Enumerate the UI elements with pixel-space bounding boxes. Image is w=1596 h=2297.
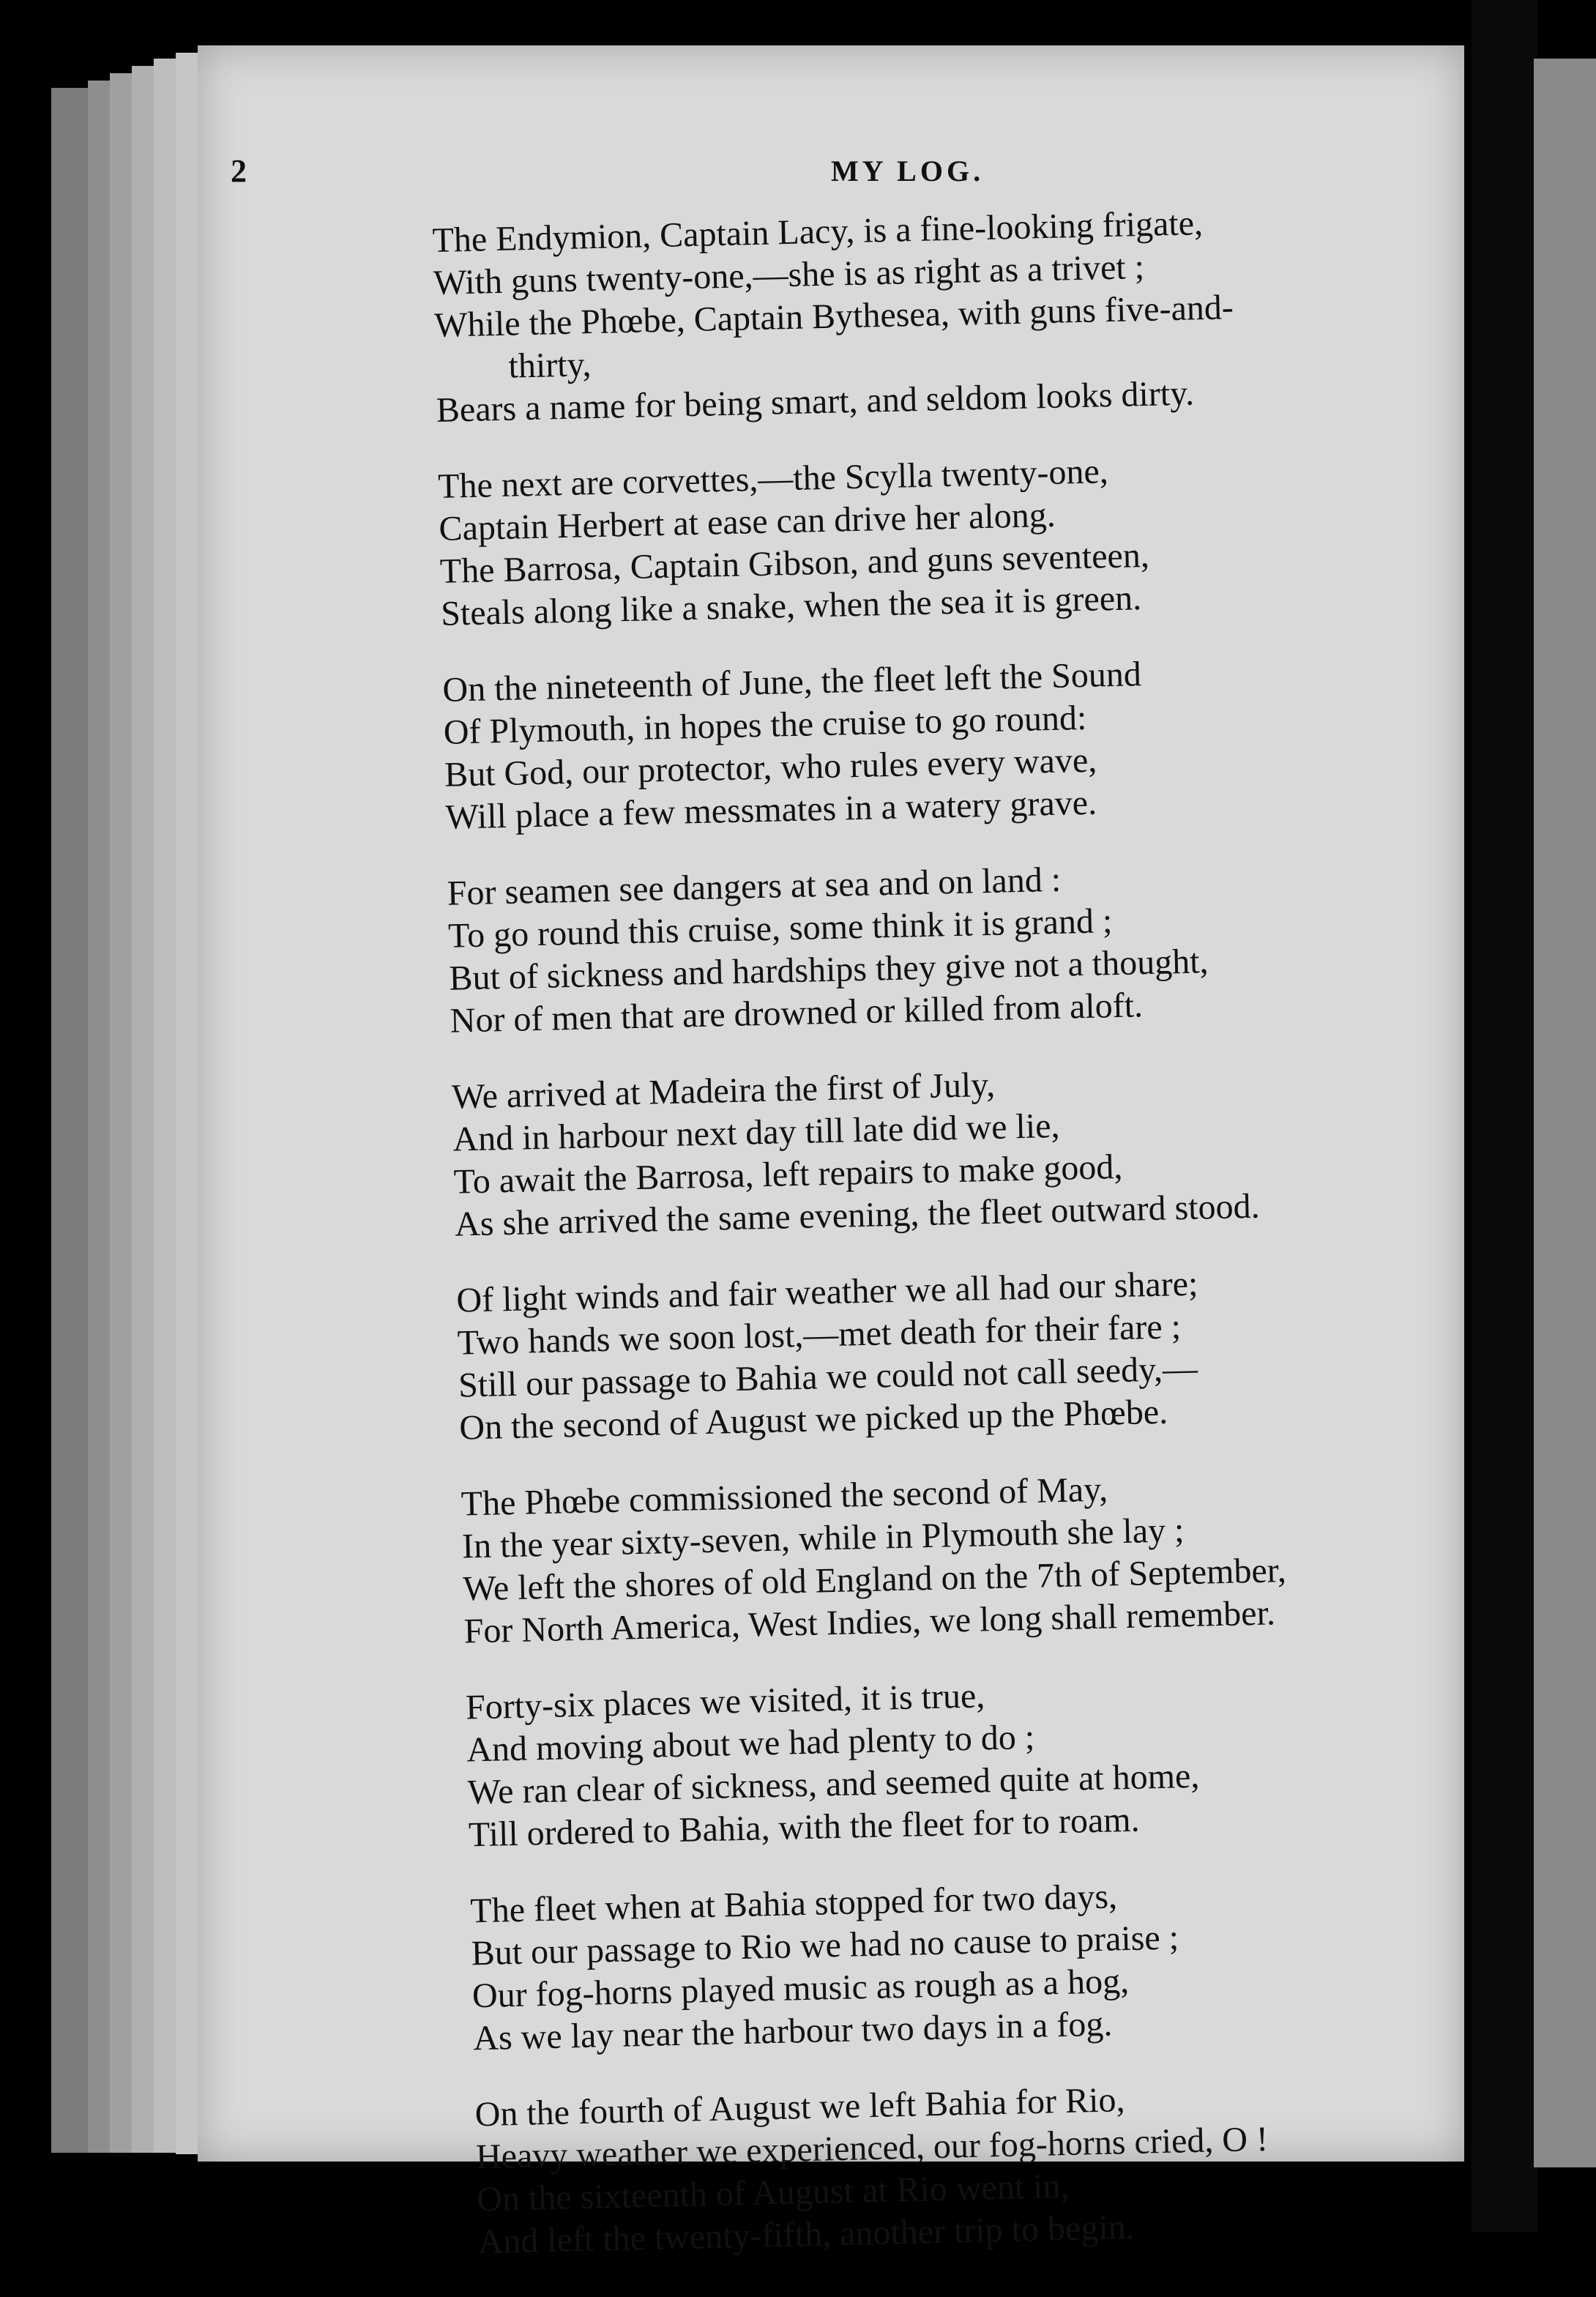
poem-line: On the fourth of August we left Bahia for Rio, xyxy=(474,2080,1125,2134)
poem-line: But our passage to Rio we had no cause to praise ; xyxy=(471,1918,1179,1973)
poem-line: To go round this cruise, some think it is grand ; xyxy=(447,901,1113,956)
stanza xyxy=(460,1460,1489,1653)
poem-line: Of Plymouth, in hopes the cruise to go round: xyxy=(443,698,1087,752)
poem-line: thirty, xyxy=(507,345,592,386)
stanza xyxy=(432,196,1461,432)
poem-line: Nor of men that are drowned or killed from aloft. xyxy=(450,986,1144,1040)
stanza xyxy=(465,1664,1494,1857)
poem-line: With guns twenty-one,—she is as right as a trivet ; xyxy=(433,247,1145,302)
poem-line: We left the shores of old England on the 7th of September, xyxy=(462,1551,1287,1609)
stanza xyxy=(442,646,1471,839)
stanza xyxy=(447,849,1475,1043)
poem-line: Heavy weather we experienced, our fog-horns cried, O ! xyxy=(475,2119,1269,2177)
poem-line: Still our passage to Bahia we could not call seedy,— xyxy=(458,1349,1198,1405)
poem-line: We ran clear of sickness, and seemed quite at home, xyxy=(467,1756,1200,1812)
poem-line: Will place a few messmates in a watery grave. xyxy=(444,783,1097,837)
poem-body xyxy=(432,196,1504,2297)
poem-line: And moving about we had plenty to do ; xyxy=(466,1717,1035,1770)
poem-line: On the second of August we picked up the Phœbe. xyxy=(458,1392,1168,1448)
poem-line: Forty-six places we visited, it is true, xyxy=(465,1676,985,1727)
page-header xyxy=(231,138,1256,196)
stanza xyxy=(474,2071,1503,2264)
poem-line: Of light winds and fair weather we all had our share; xyxy=(455,1264,1198,1320)
poem-line: And in harbour next day till late did we lie, xyxy=(452,1106,1061,1159)
poem-line: The Endymion, Captain Lacy, is a fine-looking frigate, xyxy=(432,204,1204,260)
poem-line: The fleet when at Bahia stopped for two days, xyxy=(469,1877,1118,1931)
poem-line: On the sixteenth of August at Rio went in, xyxy=(476,2166,1070,2219)
poem-line: We arrived at Madeira the first of July, xyxy=(451,1065,996,1117)
poem-line: On the nineteenth of June, the fleet left the Sound xyxy=(441,655,1142,710)
page-number: 2 xyxy=(231,153,247,189)
poem-line: In the year sixty-seven, while in Plymouth she lay ; xyxy=(461,1511,1185,1566)
poem-line: Captain Herbert at ease can drive her along. xyxy=(438,495,1056,548)
poem-line: Steals along like a snake, when the sea it is green. xyxy=(440,578,1142,633)
poem-line: The next are corvettes,—the Scylla twenty-one, xyxy=(437,452,1109,506)
poem-line: Two hands we soon lost,—met death for their fare ; xyxy=(457,1307,1182,1363)
poem-line: But of sickness and hardships they give not a thought, xyxy=(448,942,1209,998)
poem-line: For seamen see dangers at sea and on land : xyxy=(447,860,1062,913)
poem-line: And left the twenty-fifth, another trip to begin. xyxy=(477,2207,1136,2262)
poem-line: But God, our protector, who rules every wave, xyxy=(444,740,1097,794)
stanza xyxy=(470,1867,1499,2060)
poem-line: While the Phœbe, Captain Bythesea, with guns five-and- xyxy=(433,288,1234,345)
poem-line: The Barrosa, Captain Gibson, and guns seventeen, xyxy=(439,535,1150,591)
poem-line: As she arrived the same evening, the fleet outward stood. xyxy=(454,1186,1261,1244)
poem-line: For North America, West Indies, we long shall remember. xyxy=(463,1593,1276,1651)
poem-line: As we lay near the harbour two days in a fog. xyxy=(472,2004,1113,2058)
poem-line: The Phœbe commissioned the second of May, xyxy=(460,1470,1108,1524)
poem-line: Till ordered to Bahia, with the fleet for to roam. xyxy=(468,1800,1141,1855)
poem-line: Our fog-horns played music as rough as a hog, xyxy=(471,1962,1130,2016)
running-head: MY LOG. xyxy=(831,155,985,187)
adjacent-page-edge xyxy=(1534,59,1596,2167)
stanza xyxy=(438,442,1466,636)
stanza xyxy=(452,1053,1480,1246)
stanza xyxy=(456,1257,1485,1450)
poem-line: To await the Barrosa, left repairs to make good, xyxy=(453,1147,1123,1202)
poem-line: Bears a name for being smart, and seldom looks dirty. xyxy=(436,373,1195,430)
